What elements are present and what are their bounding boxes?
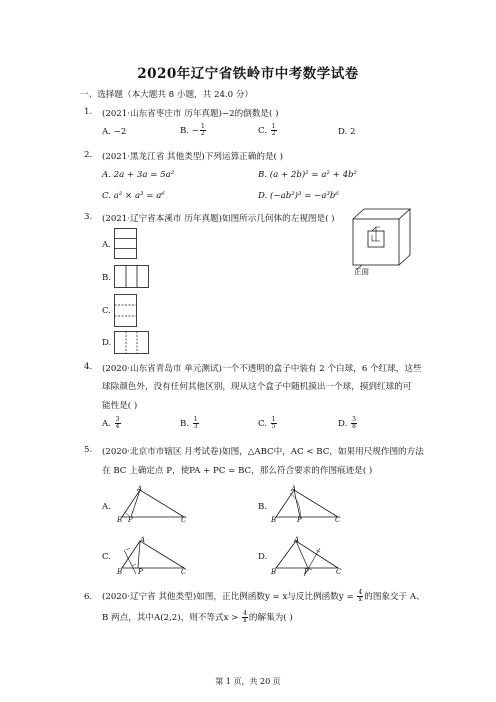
triangle-d-label-B: B (271, 568, 277, 576)
option-d-prefix: D. (338, 419, 351, 429)
triangle-figure-b (272, 487, 344, 527)
triangle-a-label-P: P (128, 516, 133, 524)
triangle-c-label-P: P (138, 568, 143, 576)
question-4-line-3: 能性是( ) (102, 401, 138, 411)
question-2-number: 2. (84, 150, 93, 160)
fraction-denominator: 4 (115, 423, 120, 430)
question-6-line-1 (102, 590, 425, 603)
question-5-option-c: C. (102, 552, 112, 562)
question-3-option-b: B. (102, 273, 112, 283)
q6-line2-end: 的解集为( ) (248, 613, 293, 623)
page-footer: 第 1 页，共 20 页 (215, 677, 281, 686)
option-c-prefix: C. (258, 126, 270, 136)
fraction-numerator: 4 (358, 589, 363, 596)
fraction-numerator: 1 (200, 123, 205, 130)
question-5-option-a: A. (102, 502, 111, 512)
question-1-option-b (180, 124, 207, 137)
fraction-numerator: 1 (193, 416, 198, 423)
question-5-option-b: B. (258, 502, 268, 512)
fraction-numerator: 4 (243, 610, 247, 617)
triangle-a-label-A: A (137, 485, 143, 493)
triangle-b-label-B: B (271, 516, 277, 524)
question-4-option-c (258, 417, 278, 430)
triangle-a-label-B: B (117, 516, 123, 524)
fraction-denominator: 3 (193, 423, 198, 430)
question-3-option-a: A. (102, 240, 111, 250)
question-6-number: 6. (84, 592, 93, 602)
option-b-prefix: B. (180, 419, 192, 429)
triangle-d-label-C: C (336, 568, 342, 576)
question-2-text: (2021·黑龙江省 其他类型)下列运算正确的是( ) (102, 152, 283, 162)
fraction-denominator: x (358, 596, 363, 603)
option-d-figure (114, 331, 150, 355)
option-a-prefix: A. (102, 419, 114, 429)
question-4-line-2: 球除颜色外，没有任何其他区别，现从这个盒子中随机摸出一个球，摸到红球的可 (102, 382, 412, 392)
question-3-text: (2021·辽宁省本溪市 历年真题)如图所示几何体的左视图是( ) (102, 214, 335, 224)
triangle-c-label-A: A (140, 536, 146, 544)
triangle-b-label-P: P (297, 516, 302, 524)
question-4-option-d (338, 417, 358, 430)
triangle-figure-c (116, 538, 190, 580)
question-2-option-b: B. (a + 2b)² = a² + 4b² (258, 170, 357, 180)
question-3-number: 3. (84, 212, 93, 222)
front-view-label: 正面 (354, 267, 369, 276)
fraction-denominator: 8 (352, 423, 356, 430)
question-1-option-d: D. 2 (338, 127, 356, 137)
question-5-line-2: 在 BC 上确定点 P，使PA + PC = BC，那么符合要求的作图痕迹是( ) (102, 466, 373, 476)
triangle-d-label-A: A (294, 536, 300, 544)
fraction-denominator: x (243, 617, 247, 624)
fraction-numerator: 1 (271, 123, 276, 130)
question-4-line-1: (2020·山东省青岛市 单元测试)一个不透明的盒子中装有 2 个白球，6 个红球，这些 (102, 364, 422, 374)
section-heading: 一、选择题（本大题共 8 小题，共 24.0 分） (80, 90, 254, 100)
question-1-option-a: A. −2 (102, 127, 127, 137)
triangle-c-label-B: B (117, 568, 123, 576)
question-3-option-d: D. (102, 338, 112, 348)
q6-line2-start: B 两点，其中A(2,2)，则不等式x > (102, 613, 242, 623)
question-5-number: 5. (84, 445, 93, 455)
fraction (271, 417, 277, 430)
q6-line1-end: 的图象交于 A、 (364, 592, 425, 602)
question-1-text: (2021·山东省枣庄市 历年真题)−2的倒数是( ) (102, 109, 279, 119)
fraction (351, 417, 357, 430)
option-b-figure (114, 265, 150, 289)
question-4-number: 4. (84, 362, 93, 372)
option-c-prefix: C. (258, 419, 270, 429)
page-title: 2020年辽宁省铁岭市中考数学试卷 (137, 66, 359, 82)
fraction-numerator: 1 (271, 416, 276, 423)
question-1-number: 1. (84, 107, 93, 117)
question-2-option-c: C. a² × a³ = a⁶ (102, 191, 165, 201)
fraction (200, 124, 206, 137)
fraction-numerator: 3 (115, 416, 120, 423)
option-c-figure (114, 294, 138, 328)
question-2-option-a: A. 2a + 3a = 5a² (102, 170, 175, 180)
question-2-option-d: D. (−ab²)³ = −a³b⁶ (258, 191, 339, 201)
fraction-denominator: 2 (271, 130, 276, 137)
fraction-numerator: 3 (352, 416, 356, 423)
triangle-c-label-C: C (181, 568, 187, 576)
fraction (357, 590, 363, 603)
option-b-prefix: B. − (180, 126, 199, 136)
question-5-line-1: (2020·北京市市辖区 月考试卷)如图，△ABC中，AC < BC，如果用尺规作图的方法 (102, 447, 424, 457)
option-a-figure (114, 228, 138, 260)
fraction-denominator: 5 (271, 423, 276, 430)
fraction (193, 417, 199, 430)
triangle-d-label-P: P (304, 568, 309, 576)
question-1-option-c (258, 124, 278, 137)
question-6-line-2 (102, 611, 293, 624)
fraction (115, 417, 121, 430)
question-5-option-d: D. (258, 552, 268, 562)
question-4-option-b (180, 417, 200, 430)
triangle-a-label-C: C (181, 516, 187, 524)
fraction (242, 611, 248, 624)
fraction-denominator: 2 (200, 130, 205, 137)
triangle-figure-d (272, 538, 346, 580)
question-4-option-a (102, 417, 122, 430)
triangle-b-label-A: A (291, 485, 297, 493)
fraction (271, 124, 277, 137)
triangle-b-label-C: C (335, 516, 341, 524)
question-3-option-c: C. (102, 306, 112, 316)
q6-line1-start: (2020·辽宁省 其他类型)如图，正比例函数y = x与反比例函数y = (102, 592, 357, 602)
